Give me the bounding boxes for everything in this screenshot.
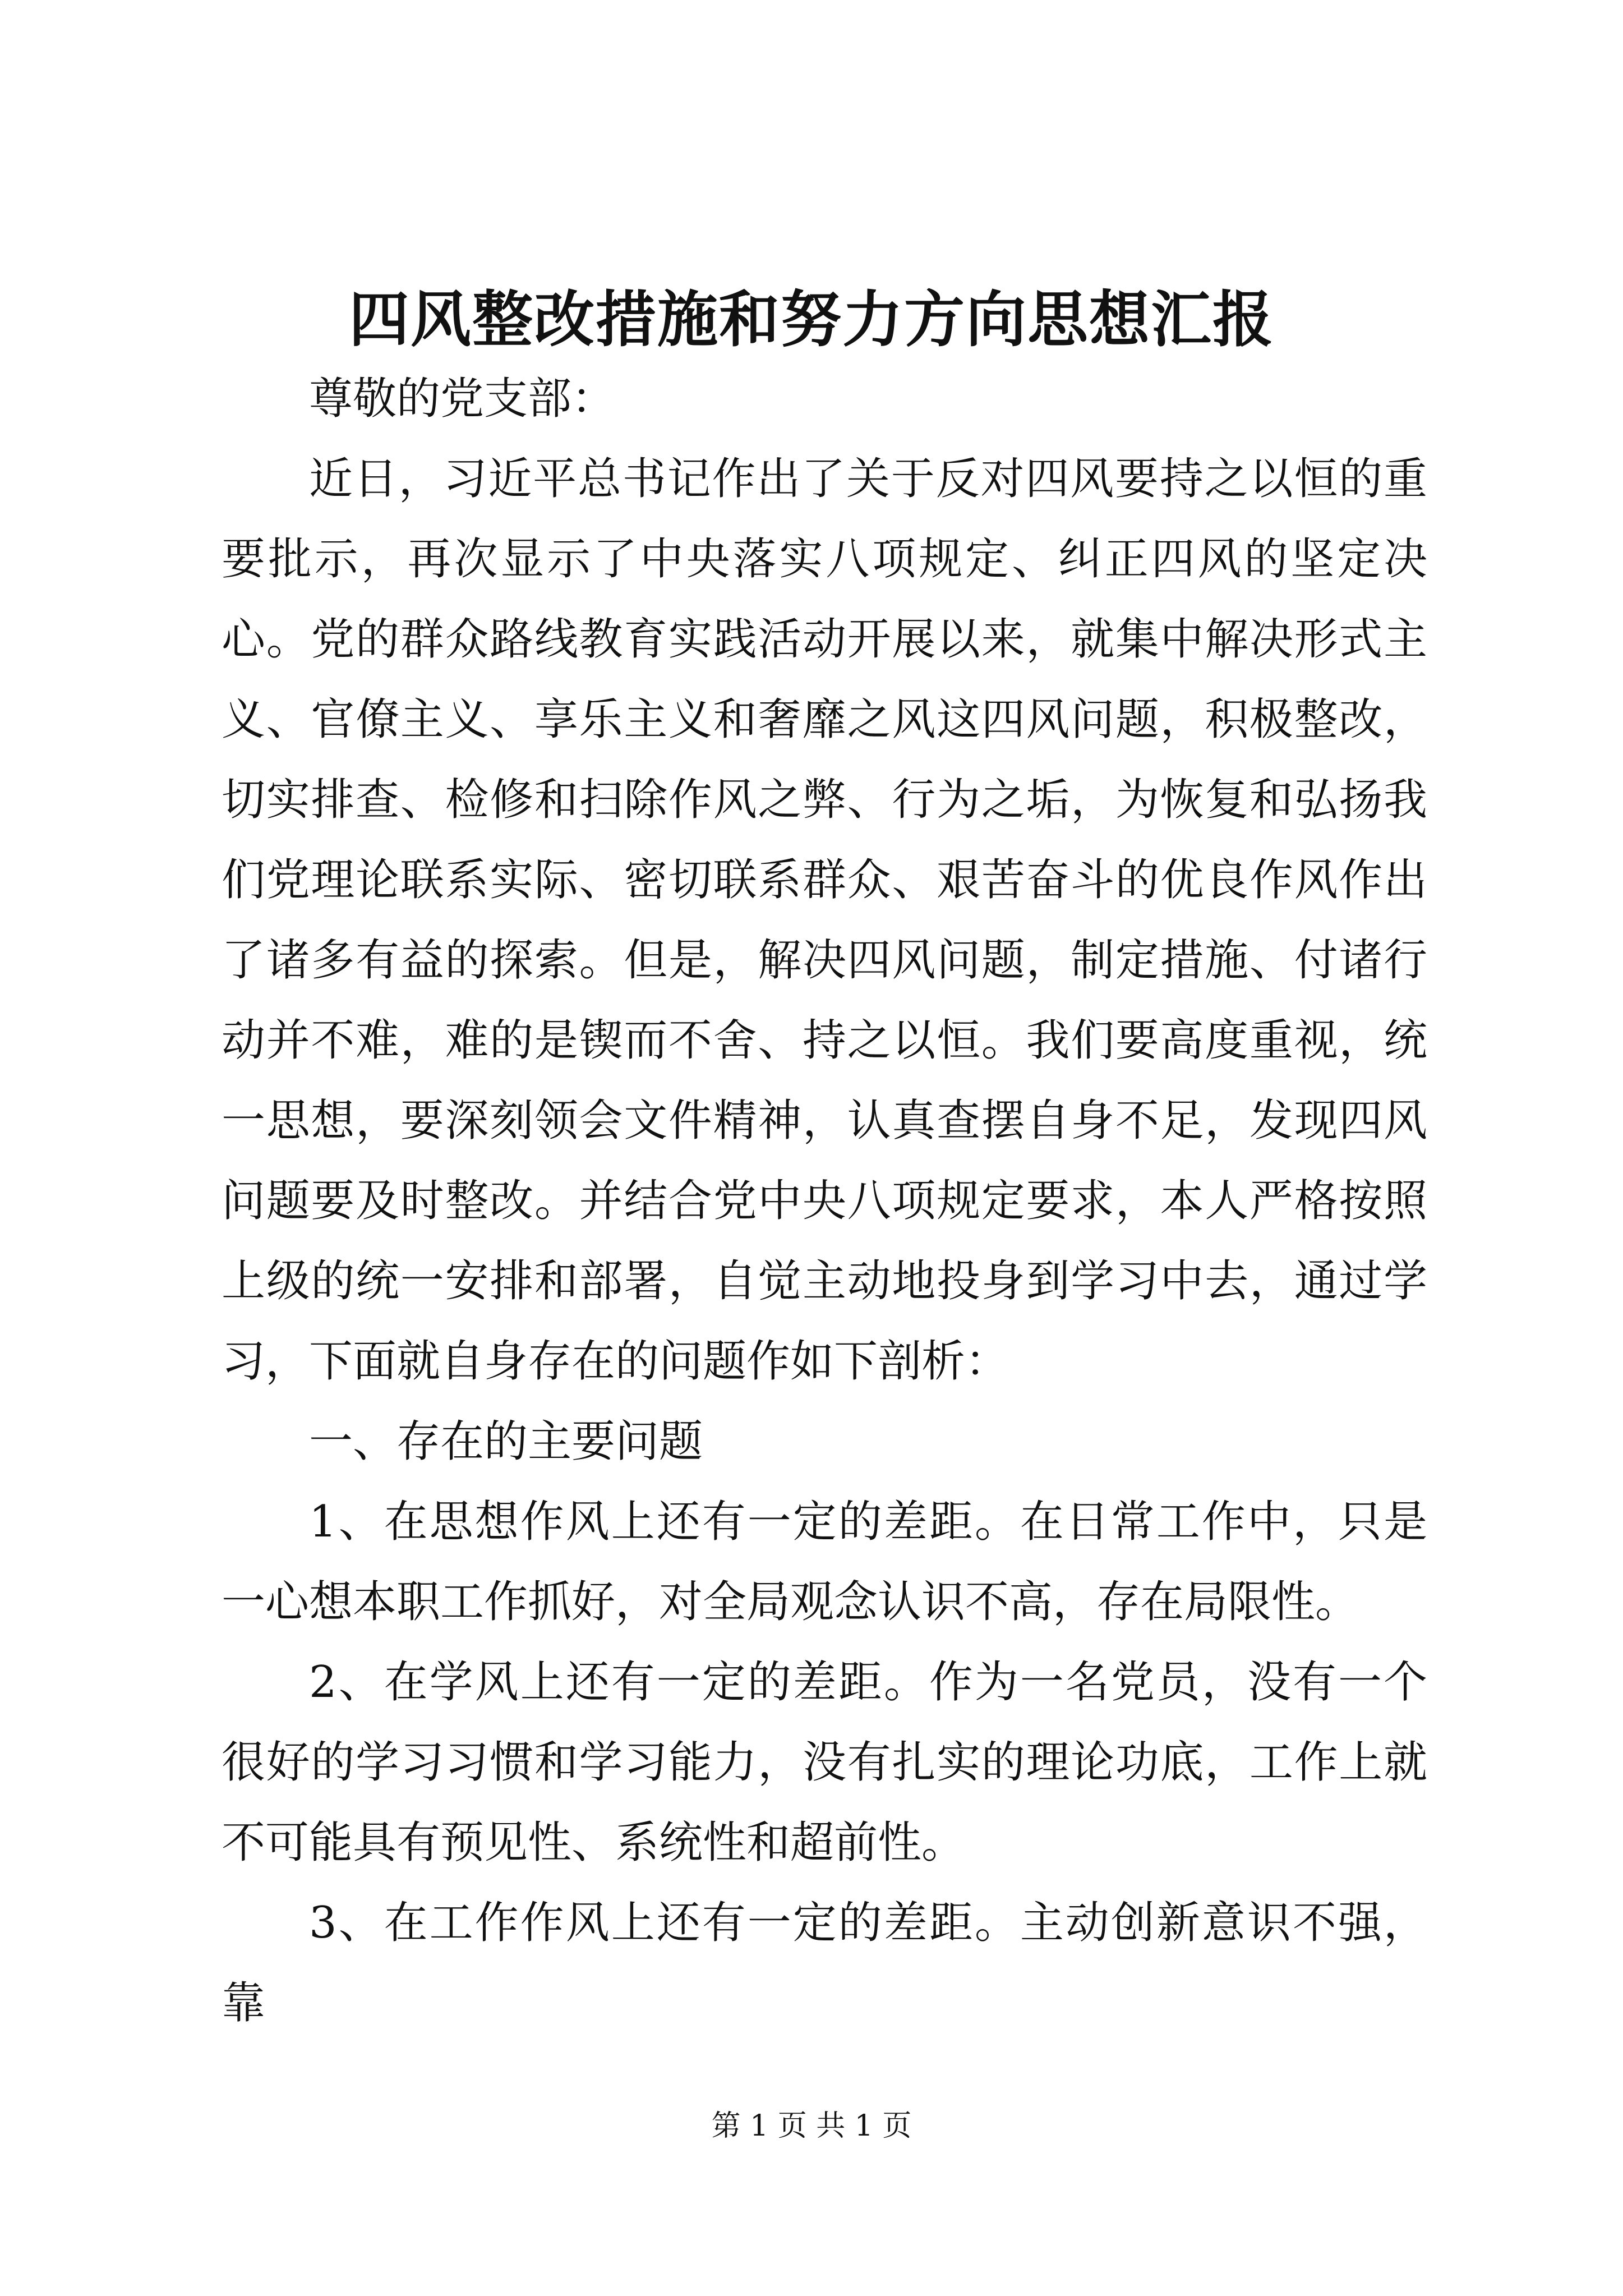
intro-paragraph: 近日，习近平总书记作出了关于反对四风要持之以恒的重要批示，再次显示了中央落实八项规定、纠正四风的坚定决心。党的群众路线教育实践活动开展以来，就集中解决形式主义、官僚主义、享乐主义和奢靡之风这四风问题，积极整改，切实排查、检修和扫除作风之弊、行为之垢，为恢复和弘扬我们党理论联系实际、密切联系群众、艰苦奋斗的优良作风作出了诸多有益的探索。但是，解决四风问题，制定措施、付诸行动并不难，难的是锲而不舍、持之以恒。我们要高度重视，统一思想，要深刻领会文件精神，认真查摆自身不足，发现四风问题要及时整改。并结合党中央八项规定要求，本人严格按照上级的统一安排和部署，自觉主动地投身到学习中去，通过学习，下面就自身存在的问题作如下剖析：: [222, 454, 1427, 1387]
problem-item-2: 2、在学风上还有一定的差距。作为一名党员，没有一个很好的学习习惯和学习能力，没有扎实的理论功底，工作上就不可能具有预见性、系统性和超前性。: [222, 1657, 1427, 1868]
document-body: [222, 359, 1427, 2044]
document-title: 四风整改措施和努力方向思想汇报: [348, 284, 1274, 355]
problem-item-1: 1、在思想作风上还有一定的差距。在日常工作中，只是一心想本职工作抓好，对全局观念认识不高，存在局限性。: [222, 1497, 1427, 1627]
problem-item-3: 3、在工作作风上还有一定的差距。主动创新意识不强，靠: [222, 1898, 1427, 2028]
page-number-footer: 第 1 页 共 1 页: [711, 2109, 912, 2143]
section-heading: 一、存在的主要问题: [309, 1416, 703, 1467]
salutation: 尊敬的党支部：: [309, 374, 616, 424]
